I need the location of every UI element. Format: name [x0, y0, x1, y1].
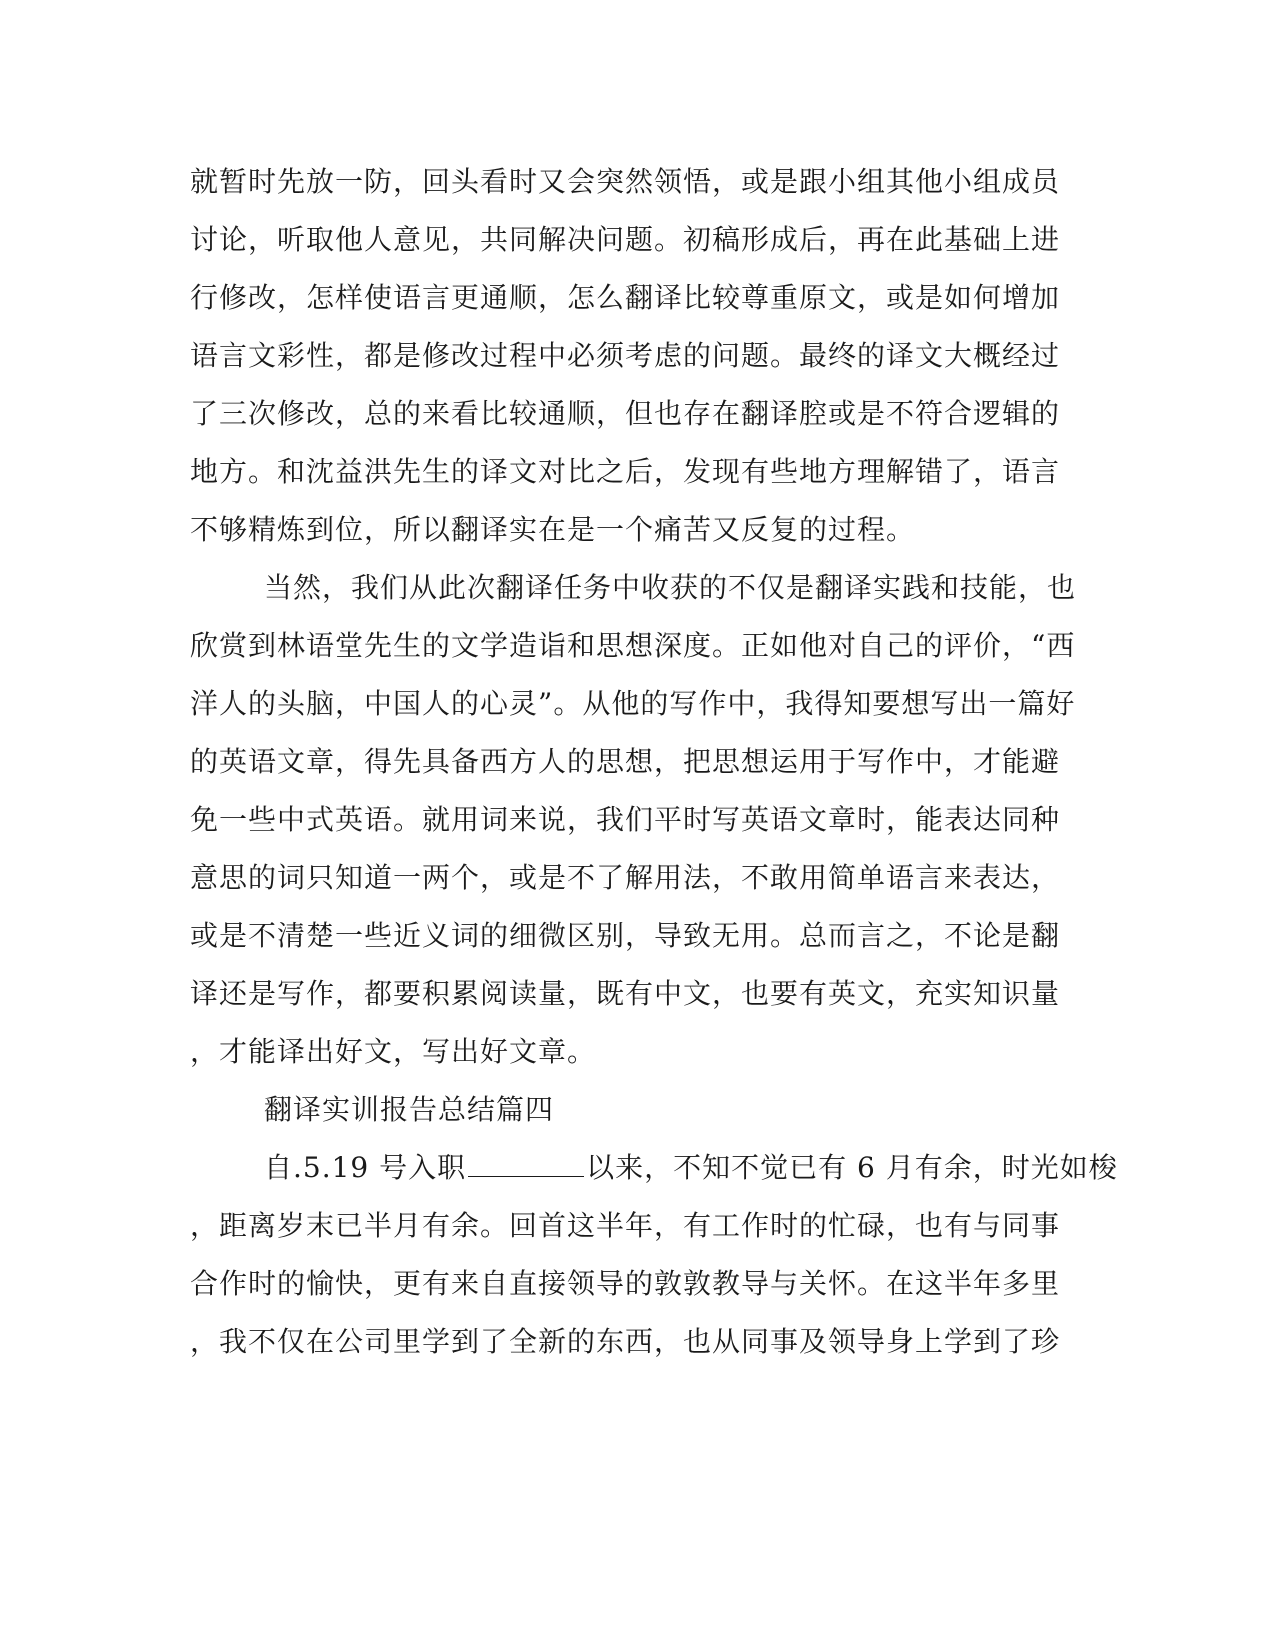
text-line: 讨论，听取他人意见，共同解决问题。初稿形成后，再在此基础上进 — [190, 223, 1061, 256]
text-line: 的英语文章，得先具备西方人的思想，把思想运用于写作中，才能避 — [190, 745, 1061, 778]
text-line: 译还是写作，都要积累阅读量，既有中文，也要有英文，充实知识量 — [190, 977, 1061, 1010]
text-line: 洋人的头脑，中国人的心灵”。从他的写作中，我得知要想写出一篇好 — [190, 687, 1076, 720]
text-line: 或是不清楚一些近义词的细微区别，导致无用。总而言之，不论是翻 — [190, 919, 1061, 952]
text-line: 了三次修改，总的来看比较通顺，但也存在翻译腔或是不符合逻辑的 — [190, 397, 1061, 430]
text-line: 行修改，怎样使语言更通顺，怎么翻译比较尊重原文，或是如何增加 — [190, 281, 1061, 314]
text-segment: 以来，不知不觉已有 6 月有余，时光如梭 — [586, 1151, 1118, 1184]
section-heading: 翻译实训报告总结篇四 — [264, 1093, 555, 1126]
text-segment: 自.5.19 号入职 — [264, 1151, 467, 1184]
paragraph-first-line — [264, 1150, 1118, 1186]
text-line: ，我不仅在公司里学到了全新的东西，也从同事及领导身上学到了珍 — [190, 1325, 1061, 1358]
text-line: 地方。和沈益洪先生的译文对比之后，发现有些地方理解错了，语言 — [190, 455, 1061, 488]
text-line: 不够精炼到位，所以翻译实在是一个痛苦又反复的过程。 — [190, 513, 916, 546]
paragraph-first-line: 当然，我们从此次翻译任务中收获的不仅是翻译实践和技能，也 — [264, 571, 1077, 604]
text-line: 合作时的愉快，更有来自直接领导的敦敦教导与关怀。在这半年多里 — [190, 1267, 1061, 1300]
text-line: 意思的词只知道一两个，或是不了解用法，不敢用简单语言来表达， — [190, 861, 1061, 894]
fill-in-blank — [468, 1150, 584, 1177]
text-line: ，才能译出好文，写出好文章。 — [190, 1035, 597, 1068]
text-line: 欣赏到林语堂先生的文学造诣和思想深度。正如他对自己的评价，“西 — [190, 629, 1076, 662]
text-line: 语言文彩性，都是修改过程中必须考虑的问题。最终的译文大概经过 — [190, 339, 1061, 372]
text-line: 就暂时先放一防，回头看时又会突然领悟，或是跟小组其他小组成员 — [190, 165, 1061, 198]
text-line: 免一些中式英语。就用词来说，我们平时写英语文章时，能表达同种 — [190, 803, 1061, 836]
text-line: ，距离岁末已半月有余。回首这半年，有工作时的忙碌，也有与同事 — [190, 1209, 1061, 1242]
